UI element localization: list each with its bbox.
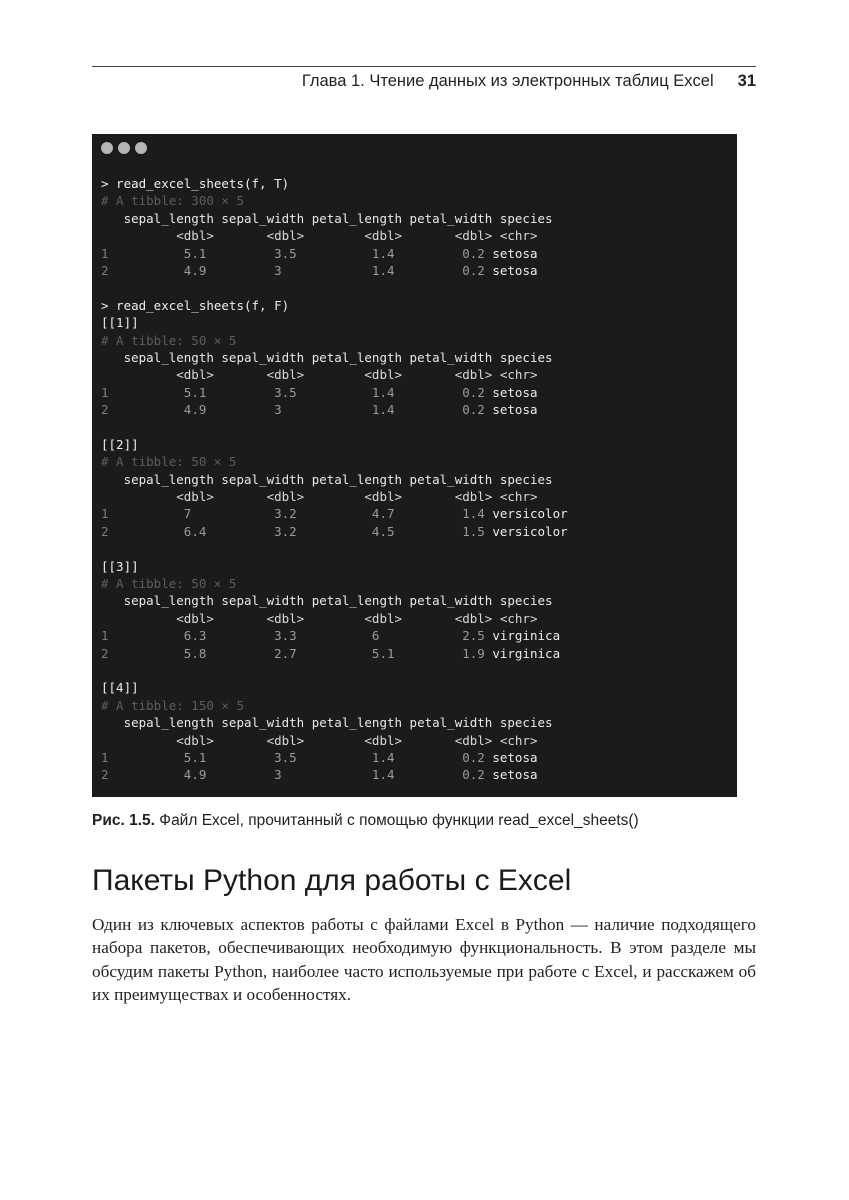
row-index: 1 xyxy=(101,384,109,400)
table-row xyxy=(101,262,731,279)
table-row xyxy=(101,627,731,644)
page-number: 31 xyxy=(737,72,756,90)
chapter-title: Глава 1. Чтение данных из электронных таблиц Excel xyxy=(301,72,714,90)
tibble-comment: # A tibble: 300 × 5 xyxy=(101,193,244,209)
row-species: versicolor xyxy=(492,506,568,522)
console-command: [[3]] xyxy=(101,558,139,574)
tibble-comment: # A tibble: 50 × 5 xyxy=(101,332,237,348)
terminal-output xyxy=(101,175,731,784)
row-index: 2 xyxy=(101,645,109,661)
table-row xyxy=(101,645,731,662)
column-type-line: <dbl> <dbl> <dbl> <dbl> <chr> xyxy=(101,228,538,244)
window-controls xyxy=(101,142,147,154)
row-values: 5.8 2.7 5.1 1.9 xyxy=(108,645,485,661)
row-index: 2 xyxy=(101,523,109,539)
row-species: setosa xyxy=(492,402,538,418)
row-species: setosa xyxy=(492,749,538,765)
table-row xyxy=(101,766,731,783)
window-dot-icon xyxy=(135,142,147,154)
table-row xyxy=(101,245,731,262)
running-head xyxy=(92,72,756,91)
blank-line xyxy=(101,662,731,679)
row-species: setosa xyxy=(492,245,538,261)
row-species: virginica xyxy=(492,645,561,661)
table-row xyxy=(101,384,731,401)
console-command: [[4]] xyxy=(101,680,139,696)
section-paragraph: Один из ключевых аспектов работы с файлами Excel в Python — наличие подходящего набора пакетов, обеспечивающих необходимую функциональность. В этом разделе мы обсудим пакеты Python, наиболее часто используемые при работе с Excel, и расскажем об их преимуществах и особенностях. xyxy=(92,915,756,1004)
column-type-line: <dbl> <dbl> <dbl> <dbl> <chr> xyxy=(101,489,538,505)
row-values: 5.1 3.5 1.4 0.2 xyxy=(108,749,485,765)
header-rule xyxy=(92,66,756,67)
table-row xyxy=(101,523,731,540)
row-species: setosa xyxy=(492,384,538,400)
row-species: versicolor xyxy=(492,523,568,539)
table-row xyxy=(101,749,731,766)
row-index: 1 xyxy=(101,506,109,522)
row-values: 6.4 3.2 4.5 1.5 xyxy=(108,523,485,539)
terminal-window xyxy=(92,134,737,797)
column-header-line: sepal_length sepal_width petal_length petal_width species xyxy=(101,210,553,226)
column-header-line: sepal_length sepal_width petal_length petal_width species xyxy=(101,593,553,609)
row-species: virginica xyxy=(492,628,561,644)
row-species: setosa xyxy=(492,767,538,783)
column-header-line: sepal_length sepal_width petal_length petal_width species xyxy=(101,471,553,487)
row-index: 2 xyxy=(101,767,109,783)
column-header-line: sepal_length sepal_width petal_length petal_width species xyxy=(101,715,553,731)
row-index: 2 xyxy=(101,402,109,418)
row-values: 7 3.2 4.7 1.4 xyxy=(108,506,485,522)
row-index: 1 xyxy=(101,628,109,644)
row-values: 5.1 3.5 1.4 0.2 xyxy=(108,384,485,400)
column-type-line: <dbl> <dbl> <dbl> <dbl> <chr> xyxy=(101,732,538,748)
console-command: [[1]] xyxy=(101,315,139,331)
row-values: 4.9 3 1.4 0.2 xyxy=(108,402,485,418)
tibble-comment: # A tibble: 50 × 5 xyxy=(101,454,237,470)
tibble-comment: # A tibble: 50 × 5 xyxy=(101,575,237,591)
section-title: Пакеты Python для работы с Excel xyxy=(92,864,572,897)
blank-line xyxy=(101,279,731,296)
row-species: setosa xyxy=(492,262,538,278)
console-command: [[2]] xyxy=(101,436,139,452)
row-index: 2 xyxy=(101,262,109,278)
row-values: 4.9 3 1.4 0.2 xyxy=(108,767,485,783)
row-values: 4.9 3 1.4 0.2 xyxy=(108,262,485,278)
row-index: 1 xyxy=(101,749,109,765)
tibble-comment: # A tibble: 150 × 5 xyxy=(101,697,244,713)
row-index: 1 xyxy=(101,245,109,261)
window-dot-icon xyxy=(118,142,130,154)
table-row xyxy=(101,505,731,522)
console-command: > read_excel_sheets(f, F) xyxy=(101,297,290,313)
row-values: 6.3 3.3 6 2.5 xyxy=(108,628,485,644)
row-values: 5.1 3.5 1.4 0.2 xyxy=(108,245,485,261)
figure-caption-text: Файл Excel, прочитанный с помощью функции read_excel_sheets() xyxy=(159,812,639,829)
figure-caption xyxy=(92,812,639,830)
window-dot-icon xyxy=(101,142,113,154)
column-header-line: sepal_length sepal_width petal_length petal_width species xyxy=(101,349,553,365)
blank-line xyxy=(101,540,731,557)
column-type-line: <dbl> <dbl> <dbl> <dbl> <chr> xyxy=(101,610,538,626)
figure-label: Рис. 1.5. xyxy=(92,812,155,829)
column-type-line: <dbl> <dbl> <dbl> <dbl> <chr> xyxy=(101,367,538,383)
table-row xyxy=(101,401,731,418)
blank-line xyxy=(101,418,731,435)
console-command: > read_excel_sheets(f, T) xyxy=(101,176,290,191)
